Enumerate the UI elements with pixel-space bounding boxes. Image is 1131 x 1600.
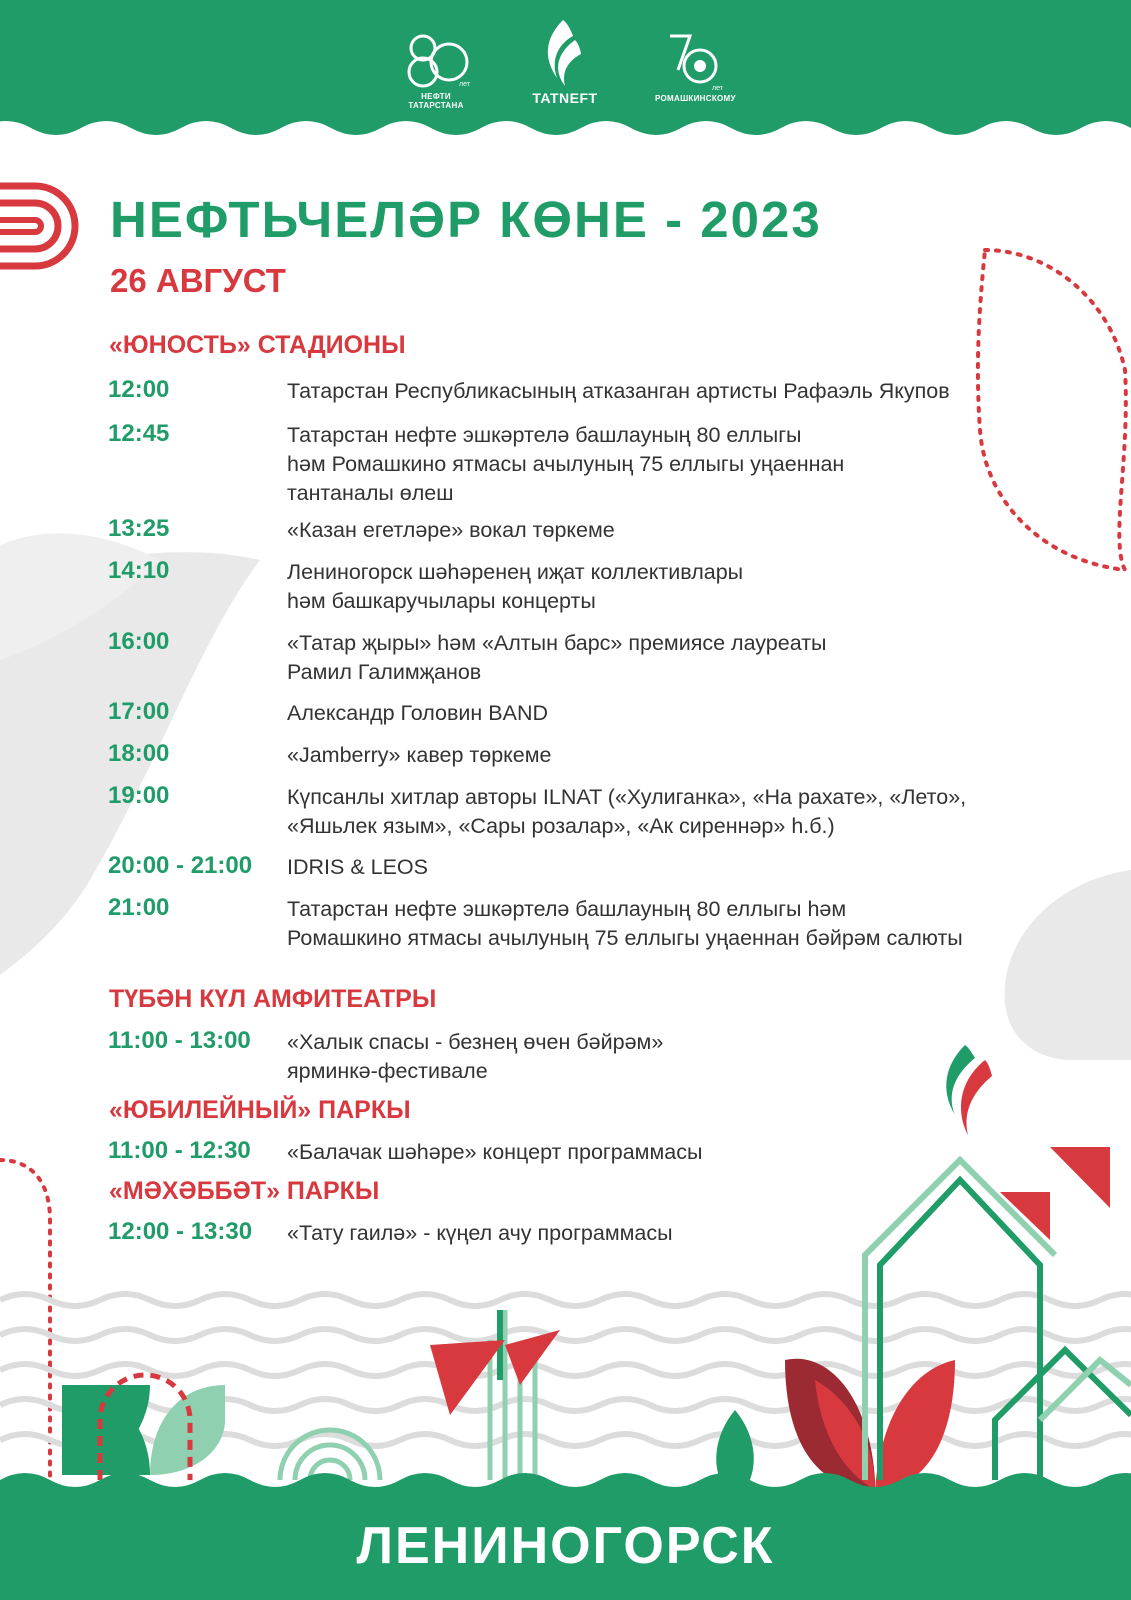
event-line: Лениногорск шәһәренең иҗат коллективлары: [287, 560, 744, 584]
event-description: [287, 699, 548, 728]
event-line: ярминкә-фестивале: [287, 1059, 488, 1083]
event-line: «Татар җыры» һәм «Алтын барс» премиясе лауреаты: [287, 631, 827, 655]
event-line: «Jamberry» кавер төркеме: [287, 743, 552, 767]
event-date: 26 АВГУСТ: [110, 262, 286, 299]
event-time: 14:10: [108, 557, 170, 584]
logo-80-years: [396, 30, 476, 110]
event-time: 11:00 - 12:30: [108, 1137, 251, 1164]
logo-75-caption: РОМАШКИНСКОМУ: [655, 94, 736, 103]
event-description: [287, 853, 428, 882]
event-time: 12:00: [108, 376, 170, 403]
event-time: 20:00 - 21:00: [108, 852, 253, 879]
city-name: ЛЕНИНОГОРСК: [356, 1517, 775, 1575]
logo-80-caption: НЕФТИ ТАТАРСТАНА: [408, 92, 464, 110]
event-time: 12:45: [108, 420, 170, 447]
event-line: IDRIS & LEOS: [287, 855, 428, 879]
event-time: 19:00: [108, 782, 170, 809]
event-line: һәм башкаручылары концерты: [287, 589, 596, 613]
venue-yubileyny-park: «ЮБИЛЕЙНЫЙ» ПАРКЫ: [109, 1096, 411, 1124]
event-line: «Тату гаилә» - күңел ачу программасы: [287, 1221, 673, 1245]
event-description: [287, 1028, 663, 1086]
event-description: [287, 516, 615, 545]
logo-tatneft-word: TATNEFT: [532, 90, 598, 106]
event-description: [287, 629, 827, 687]
event-time: 21:00: [108, 894, 170, 921]
logo-80-suffix: лет: [459, 81, 470, 88]
logo-tatneft: [515, 18, 615, 106]
event-line: Ромашкино ятмасы ачылуның 75 еллыгы уңаеннан бәйрәм салюты: [287, 926, 963, 950]
event-line: Рамил Галимҗанов: [287, 660, 482, 684]
event-description: [287, 558, 743, 616]
logo-75-suffix: лет: [712, 85, 723, 92]
event-line: Татарстан Республикасының атказанган артисты Рафаэль Якупов: [287, 379, 950, 403]
event-line: «Казан егетләре» вокал төркеме: [287, 518, 615, 542]
event-line: «Балачак шәһәре» концерт программасы: [287, 1140, 703, 1164]
event-line: Татарстан нефте эшкәртелә башлауның 80 еллыгы һәм: [287, 897, 847, 921]
event-line: тантаналы өлеш: [287, 481, 454, 505]
event-line: Күпсанлы хитлар авторы ILNAT («Хулиганка», «На рахате», «Лето»,: [287, 785, 967, 809]
event-time: 12:00 - 13:30: [108, 1218, 253, 1245]
event-description: [287, 377, 950, 406]
event-description: [287, 741, 552, 770]
event-time: 11:00 - 13:00: [108, 1027, 251, 1054]
venue-mahabbat-park: «МӘХӘББӘТ» ПАРКЫ: [109, 1177, 380, 1205]
event-line: Александр Головин BAND: [287, 701, 548, 725]
event-time: 18:00: [108, 740, 170, 767]
event-line: һәм Ромашкино ятмасы ачылуның 75 еллыгы уңаеннан: [287, 452, 845, 476]
event-time: 16:00: [108, 628, 170, 655]
event-line: Татарстан нефте эшкәртелә башлауның 80 еллыгы: [287, 423, 802, 447]
event-line: «Яшьлек язым», «Сары розалар», «Ак сиреннәр» һ.б.): [287, 814, 835, 838]
event-line: «Халык спасы - безнең өчен бәйрәм»: [287, 1030, 664, 1054]
logo-80-icon: [401, 30, 471, 92]
logo-75-years: [655, 30, 735, 103]
event-description: [287, 1138, 702, 1167]
event-time: 13:25: [108, 515, 170, 542]
page-title: НЕФТЬЧЕЛӘР КӨНЕ - 2023: [110, 191, 822, 248]
venue-yunost-stadium: «ЮНОСТЬ» СТАДИОНЫ: [109, 331, 406, 359]
event-description: [287, 1219, 673, 1248]
event-description: [287, 421, 844, 508]
logo-75-icon: [660, 30, 730, 94]
event-description: [287, 783, 966, 841]
venue-tuben-kul-amphitheatre: ТҮБӘН КҮЛ АМФИТЕАТРЫ: [109, 985, 437, 1013]
event-description: [287, 895, 963, 953]
event-time: 17:00: [108, 698, 170, 725]
flame-icon: [535, 18, 595, 88]
